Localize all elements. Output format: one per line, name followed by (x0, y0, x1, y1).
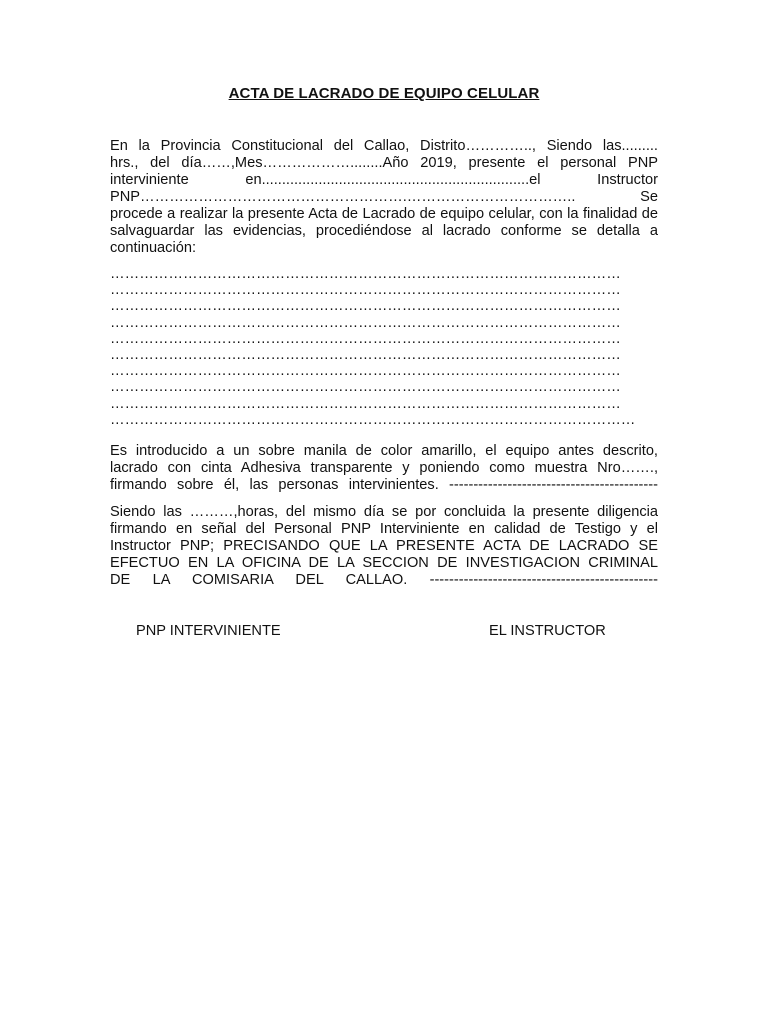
closing-line-3: Instructor PNP; PRECISANDO QUE LA PRESENTE ACTA DE LACRADO SE (110, 538, 658, 554)
dotted-fill-lines (110, 266, 658, 428)
sealing-line-2: lacrado con cinta Adhesiva transparente y poniendo como muestra Nro……., (110, 460, 658, 476)
dotted-line: …………………………………………………………………………………………… (110, 379, 621, 396)
document-title: ACTA DE LACRADO DE EQUIPO CELULAR (228, 85, 540, 102)
sealing-line-1: Es introducido a un sobre manila de color amarillo, el equipo antes descrito, (110, 443, 658, 459)
dotted-line: …………………………………………………………………………………………… (110, 363, 621, 380)
sealing-paragraph (110, 443, 658, 494)
intro-line-3: interviniente en..................................................................el Instructor (110, 172, 658, 188)
intro-line-1: En la Provincia Constitucional del Callao, Distrito………….., Siendo las......... (110, 138, 658, 154)
dotted-line: …………………………………………………………………………………………… (110, 347, 621, 364)
dotted-line: ……………………………………………………………………………………………… (110, 411, 636, 428)
closing-line-4: EFECTUO EN LA OFICINA DE LA SECCION DE INVESTIGACION CRIMINAL (110, 555, 658, 571)
intro-rest: procede a realizar la presente Acta de Lacrado de equipo celular, con la finalidad de salvaguardar las evidencias, procediéndose al lacrado conforme se detalla a continuación: (110, 206, 658, 256)
closing-line-1: Siendo las ………,horas, del mismo día se por concluida la presente diligencia (110, 504, 658, 520)
dotted-line: …………………………………………………………………………………………… (110, 314, 621, 331)
closing-paragraph (110, 504, 658, 589)
closing-line-2: firmando en señal del Personal PNP Interviniente en calidad de Testigo y el (110, 521, 658, 537)
dotted-line: …………………………………………………………………………………………… (110, 298, 621, 315)
dotted-line: …………………………………………………………………………………………… (110, 282, 621, 299)
intro-line-4: PNP……………………………………………….…………………………….. Se (110, 189, 658, 205)
dotted-line: …………………………………………………………………………………………… (110, 395, 621, 412)
dotted-line: …………………………………………………………………………………………… (110, 266, 621, 282)
intro-line-2: hrs., del día……,Mes………………........Año 2019, presente el personal PNP (110, 155, 658, 171)
signature-instructor: EL INSTRUCTOR (489, 623, 606, 639)
sealing-line-3: firmando sobre él, las personas intervinientes. ------------------------------------------- (110, 477, 658, 493)
closing-line-5: DE LA COMISARIA DEL CALLAO. ----------------------------------------------- (110, 572, 658, 588)
signature-pnp-interviniente: PNP INTERVINIENTE (136, 623, 281, 639)
intro-paragraph (110, 138, 658, 257)
dotted-line: …………………………………………………………………………………………… (110, 330, 621, 347)
